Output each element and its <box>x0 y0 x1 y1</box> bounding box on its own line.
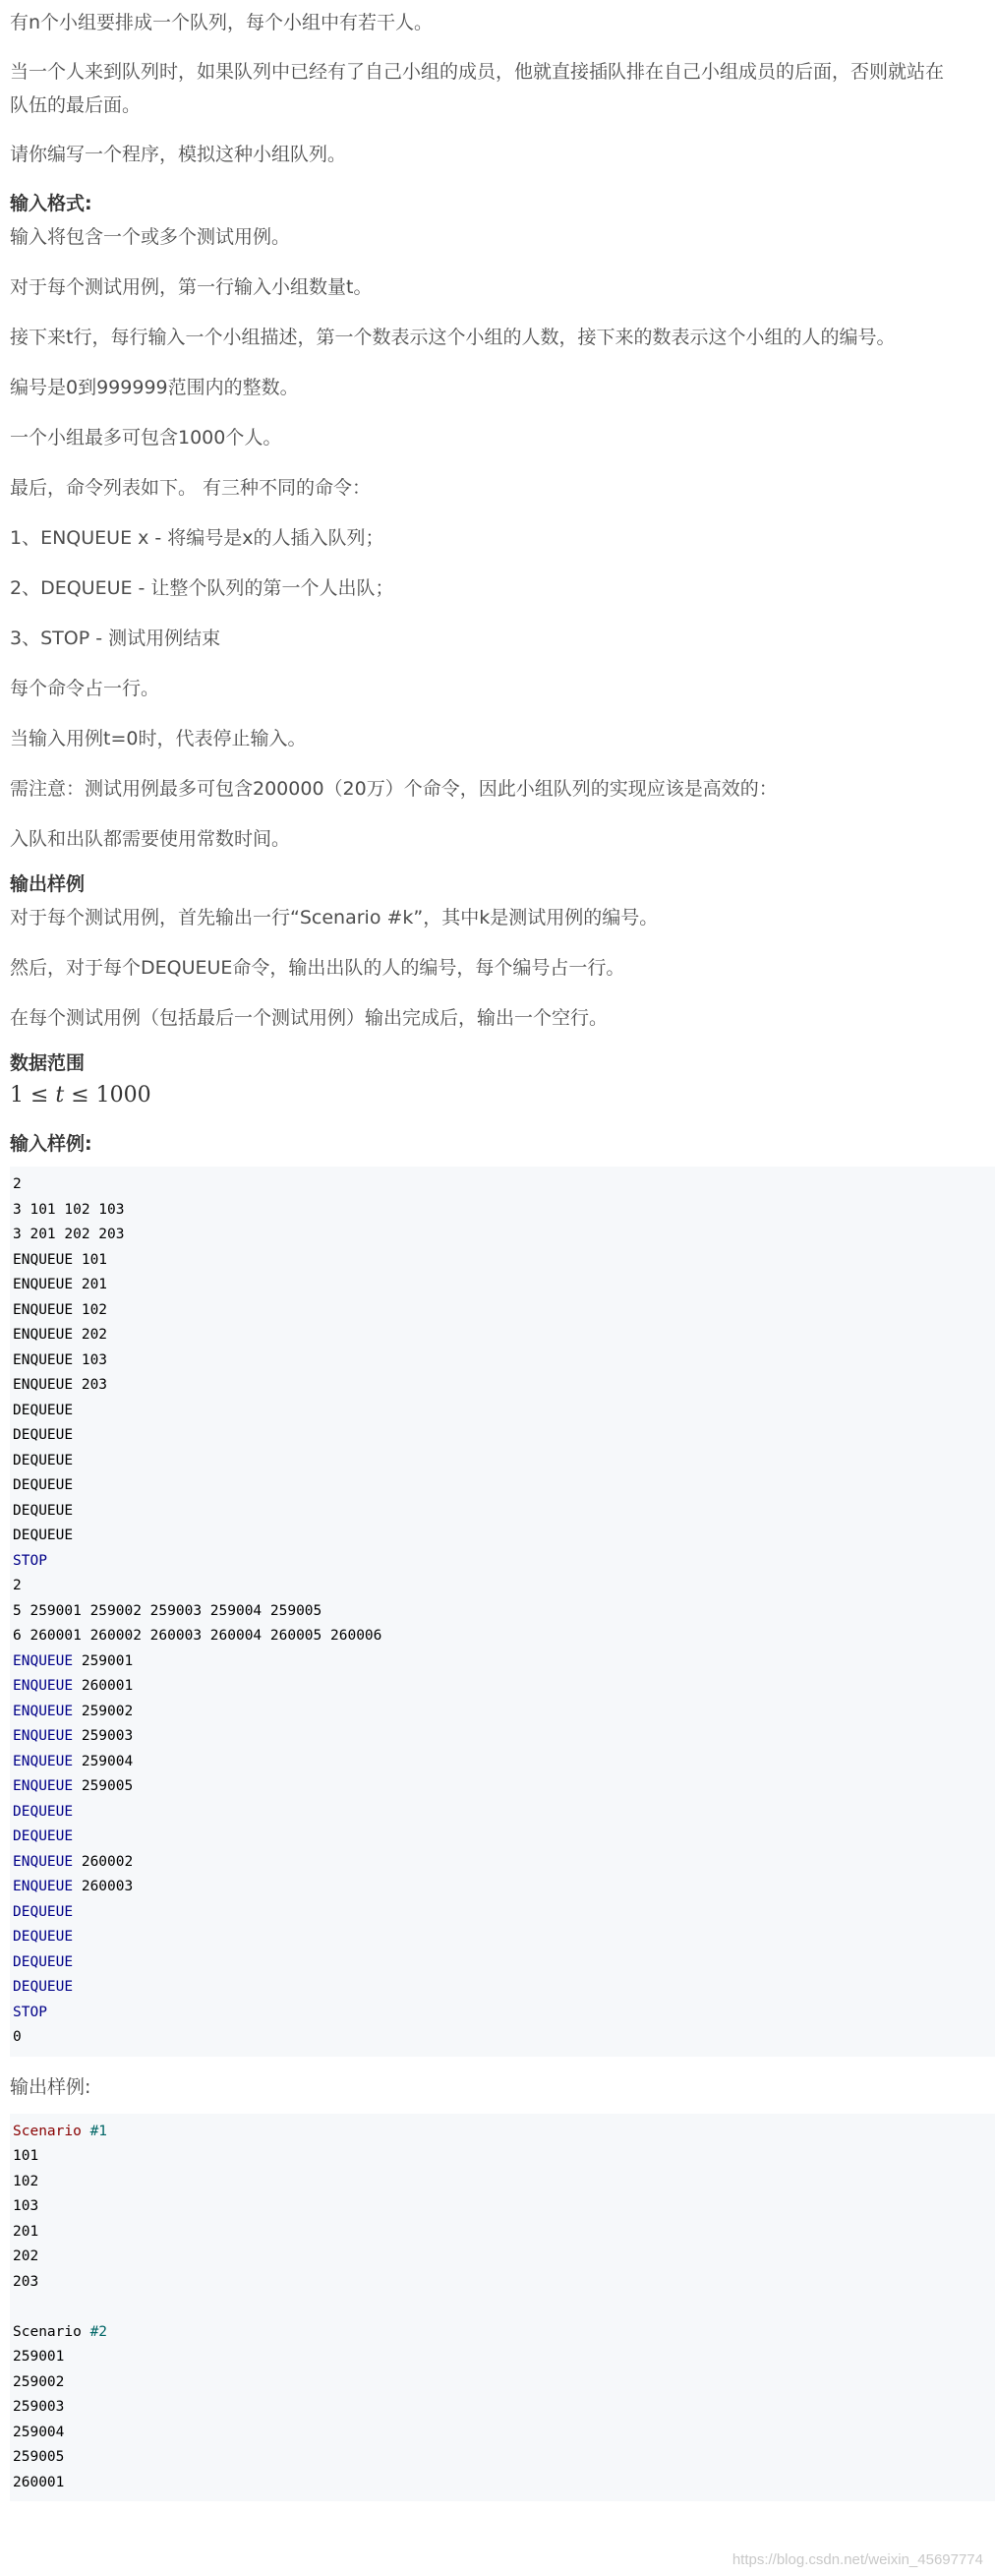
code-line <box>13 1473 993 1499</box>
code-line <box>13 1925 993 1950</box>
code-text: 259004 <box>73 1753 134 1769</box>
intro-line-2b: 队伍的最后面。 <box>10 94 142 116</box>
code-text: 5 259001 259002 259003 259004 259005 <box>13 1602 322 1619</box>
code-text: DEQUEUE <box>13 1402 74 1418</box>
code-line <box>13 2421 993 2446</box>
code-keyword: DEQUEUE <box>13 1929 74 1945</box>
input-format-lines <box>10 220 993 864</box>
intro-line-3: 请你编写一个程序，模拟这种小组队列。 <box>10 144 347 165</box>
input-example-heading: 输入样例: <box>10 1133 92 1155</box>
code-line <box>13 1774 993 1800</box>
code-text: 259003 <box>73 1728 134 1744</box>
code-text: 259005 <box>13 2449 65 2465</box>
intro-line-2a: 当一个人来到队列时，如果队列中已经有了自己小组的成员，他就直接插队排在自己小组成员的后面，否则就站在 <box>10 61 945 83</box>
code-keyword: ENQUEUE <box>13 1879 74 1894</box>
code-text: ENQUEUE 203 <box>13 1377 108 1393</box>
output-example-code-block <box>10 2114 995 2502</box>
code-line <box>13 2370 993 2396</box>
output-format-line: 在每个测试用例（包括最后一个测试用例）输出完成后，输出一个空行。 <box>10 1007 609 1029</box>
input-format-line: 3、STOP - 测试用例结束 <box>10 628 221 649</box>
input-format-line: 需注意：测试用例最多可包含200000（20万）个命令，因此小组队列的实现应该是高效的： <box>10 778 778 800</box>
code-line <box>13 2170 993 2195</box>
code-text: 2 <box>13 1578 22 1593</box>
output-format-line: 然后，对于每个DEQUEUE命令，输出出队的人的编号，每个编号占一行。 <box>10 957 625 979</box>
output-format-line: 对于每个测试用例，首先输出一行“Scenario #k”，其中k是测试用例的编号。 <box>10 907 659 929</box>
watermark: https://blog.csdn.net/weixin_45697774 <box>732 2551 983 2568</box>
code-word: Scenario <box>13 2323 82 2340</box>
input-format-line: 接下来t行，每行输入一个小组描述，第一个数表示这个小组的人数，接下来的数表示这个小组的人的编号。 <box>10 327 896 348</box>
code-line <box>13 2345 993 2370</box>
code-text: ENQUEUE 202 <box>13 1327 108 1343</box>
code-line <box>13 1248 993 1274</box>
code-line <box>13 1323 993 1348</box>
code-keyword: DEQUEUE <box>13 1953 74 1970</box>
code-line <box>13 1700 993 1725</box>
input-example-code-block <box>10 1167 995 2057</box>
code-keyword: ENQUEUE <box>13 1853 74 1870</box>
code-line <box>13 2395 993 2421</box>
output-format-lines <box>10 901 993 1043</box>
code-text: ENQUEUE 101 <box>13 1251 108 1268</box>
code-text: 6 260001 260002 260003 260004 260005 260006 <box>13 1628 382 1644</box>
code-text: 260001 <box>13 2474 65 2490</box>
code-line <box>13 1574 993 1599</box>
code-keyword: ENQUEUE <box>13 1728 74 1744</box>
code-text: 3 201 202 203 <box>13 1227 125 1242</box>
code-line <box>13 2245 993 2270</box>
code-line <box>13 1348 993 1374</box>
code-keyword: ENQUEUE <box>13 1678 74 1694</box>
code-keyword: DEQUEUE <box>13 1903 74 1920</box>
code-line <box>13 1549 993 1575</box>
code-line <box>13 1950 993 1976</box>
code-text: 260003 <box>73 1879 134 1894</box>
code-keyword: ENQUEUE <box>13 1703 74 1719</box>
code-keyword: STOP <box>13 2004 47 2020</box>
input-format-line: 编号是0到999999范围内的整数。 <box>10 377 299 398</box>
input-format-line: 输入将包含一个或多个测试用例。 <box>10 226 291 248</box>
code-text: ENQUEUE 103 <box>13 1351 108 1368</box>
code-line <box>13 1649 993 1675</box>
input-format-line: 对于每个测试用例，第一行输入小组数量t。 <box>10 276 373 298</box>
code-text: 2 <box>13 1176 22 1192</box>
code-line <box>13 2471 993 2496</box>
input-format-line: 每个命令占一行。 <box>10 678 160 699</box>
code-line <box>13 2120 993 2145</box>
code-line <box>13 1750 993 1775</box>
code-line <box>13 1499 993 1525</box>
code-text: ENQUEUE 102 <box>13 1301 108 1318</box>
code-line <box>13 2270 993 2296</box>
intro-line-1: 有n个小组要排成一个队列，每个小组中有若干人。 <box>10 12 434 33</box>
code-line <box>13 1900 993 1926</box>
code-line <box>13 1399 993 1424</box>
code-text: 259001 <box>13 2349 65 2365</box>
code-line <box>13 2144 993 2170</box>
code-text: 259002 <box>13 2373 65 2390</box>
code-text: 201 <box>13 2223 39 2240</box>
code-text: DEQUEUE <box>13 1502 74 1519</box>
code-line <box>13 1223 993 1248</box>
input-format-heading: 输入格式: <box>10 193 92 214</box>
code-line <box>13 1800 993 1826</box>
code-text: 102 <box>13 2173 39 2189</box>
code-text: ENQUEUE 201 <box>13 1277 108 1292</box>
output-example-heading: 输出样例: <box>10 2075 91 2098</box>
code-line <box>13 2320 993 2346</box>
code-line <box>13 1172 993 1198</box>
code-text: 3 101 102 103 <box>13 1201 125 1218</box>
code-text: 0 <box>13 2029 22 2045</box>
article-body <box>10 0 993 2501</box>
code-line <box>13 1524 993 1549</box>
code-text: 203 <box>13 2273 39 2290</box>
input-format-line: 入队和出队都需要使用常数时间。 <box>10 828 291 850</box>
code-line <box>13 1825 993 1850</box>
code-text: 260002 <box>73 1853 134 1870</box>
code-line <box>13 1850 993 1876</box>
code-line <box>13 1674 993 1700</box>
code-text: DEQUEUE <box>13 1528 74 1543</box>
code-text: 259001 <box>73 1652 134 1669</box>
code-line <box>13 1449 993 1474</box>
code-line <box>13 2220 993 2246</box>
input-format-line: 最后，命令列表如下。 有三种不同的命令： <box>10 477 372 499</box>
code-line <box>13 1975 993 2001</box>
code-text: 259004 <box>13 2424 65 2440</box>
code-line <box>13 1273 993 1298</box>
input-format-line: 2、DEQUEUE - 让整个队列的第一个人出队； <box>10 577 394 599</box>
code-line <box>13 1724 993 1750</box>
code-number: #1 <box>81 2123 108 2139</box>
code-text: DEQUEUE <box>13 1427 74 1443</box>
code-line <box>13 2194 993 2220</box>
code-keyword: ENQUEUE <box>13 1652 74 1669</box>
code-text: 259002 <box>73 1703 134 1719</box>
input-format-line: 当输入用例t=0时，代表停止输入。 <box>10 728 307 749</box>
code-text: DEQUEUE <box>13 1477 74 1493</box>
data-range-formula: 1 ≤ t ≤ 1000 <box>10 1083 151 1108</box>
code-line <box>13 2025 993 2051</box>
code-line <box>13 1624 993 1649</box>
code-line <box>13 2001 993 2026</box>
code-text: 101 <box>13 2148 39 2164</box>
code-keyword: DEQUEUE <box>13 1979 74 1995</box>
input-format-line: 1、ENQUEUE x - 将编号是x的人插入队列； <box>10 527 384 549</box>
code-keyword: DEQUEUE <box>13 1828 74 1844</box>
code-keyword: ENQUEUE <box>13 1753 74 1769</box>
code-text: 103 <box>13 2198 39 2214</box>
code-line <box>13 1875 993 1900</box>
data-range-heading: 数据范围 <box>10 1052 86 1074</box>
code-keyword: ENQUEUE <box>13 1778 74 1794</box>
code-line <box>13 2295 993 2320</box>
code-word: Scenario <box>13 2123 82 2139</box>
code-line <box>13 1423 993 1449</box>
code-number: #2 <box>81 2323 108 2340</box>
code-text: 259005 <box>73 1778 134 1794</box>
code-line <box>13 1198 993 1224</box>
code-text: 202 <box>13 2248 39 2264</box>
code-text: 259003 <box>13 2399 65 2415</box>
code-line <box>13 1599 993 1625</box>
code-line <box>13 1298 993 1324</box>
code-line <box>13 1373 993 1399</box>
code-keyword: STOP <box>13 1552 47 1569</box>
code-line <box>13 2445 993 2471</box>
code-text: 260001 <box>73 1678 134 1694</box>
input-format-line: 一个小组最多可包含1000个人。 <box>10 427 282 449</box>
code-keyword: DEQUEUE <box>13 1803 74 1820</box>
output-format-heading: 输出样例 <box>10 873 86 895</box>
code-text: DEQUEUE <box>13 1452 74 1468</box>
